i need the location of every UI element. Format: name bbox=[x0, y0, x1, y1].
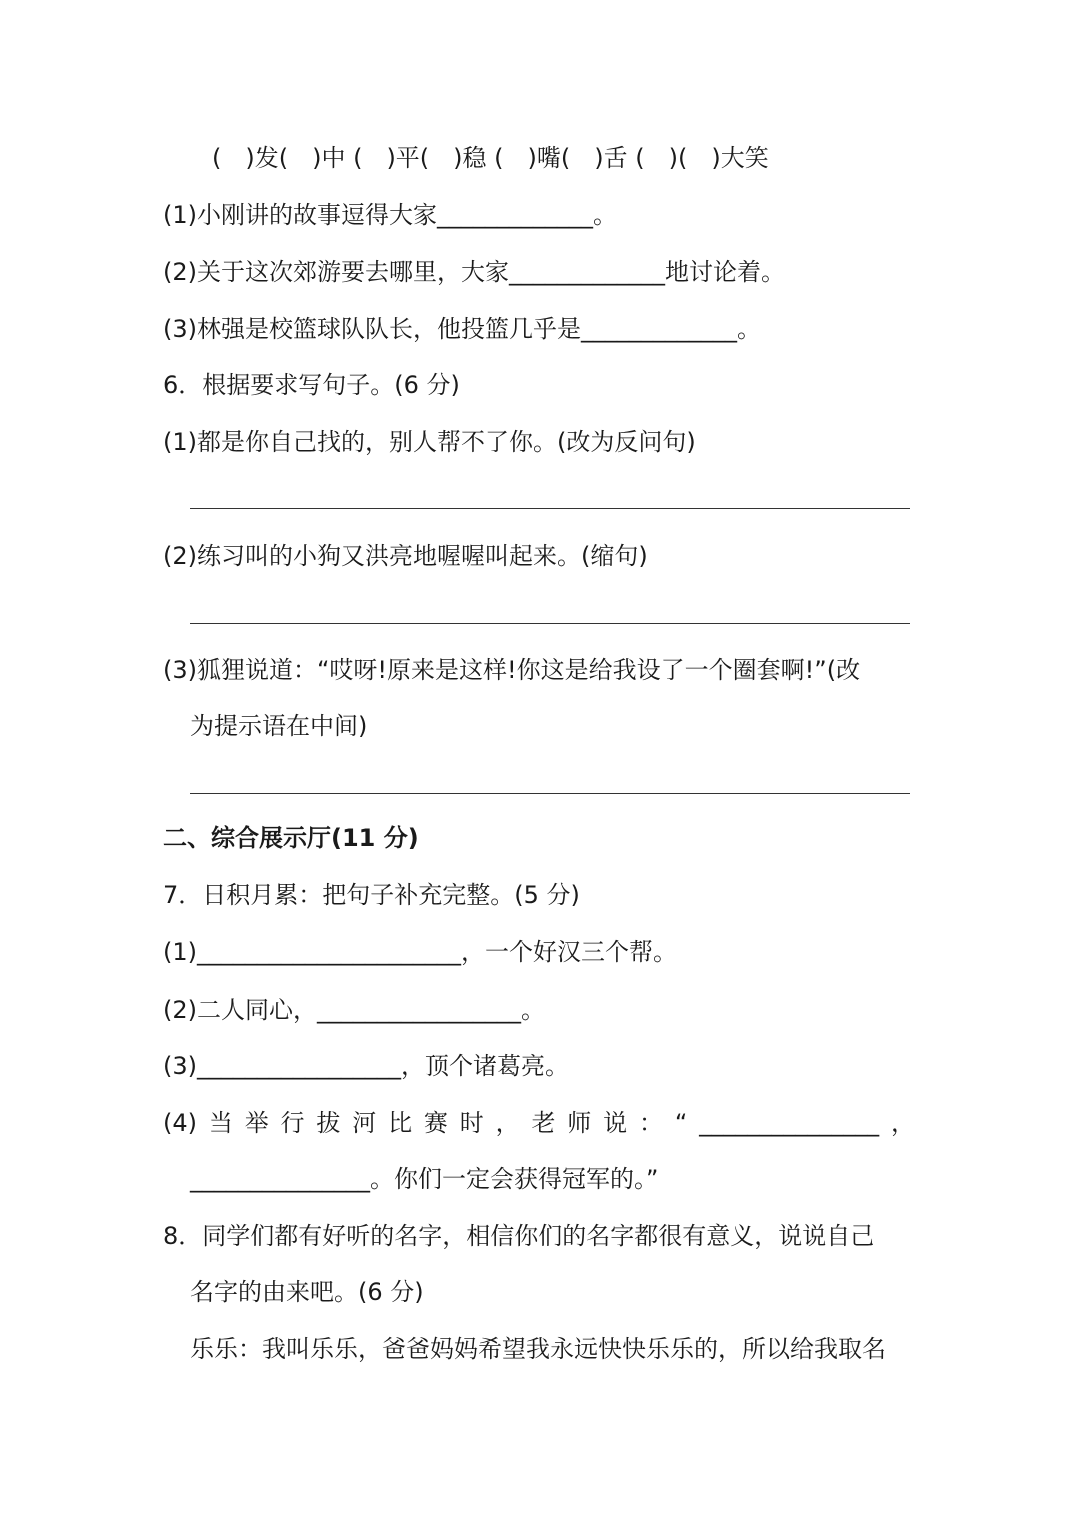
q7-item-4-token: 行 bbox=[280, 1109, 305, 1137]
q6-item-3-answer-line[interactable] bbox=[190, 793, 910, 794]
q5-item-2: (2)关于这次郊游要去哪里，大家_____________地讨论着。 bbox=[163, 258, 785, 286]
q7-item-4-token: ， bbox=[495, 1109, 520, 1137]
q7-item-4-token: 举 bbox=[244, 1109, 269, 1137]
q6-item-1-answer-line[interactable] bbox=[190, 508, 910, 509]
q7-item-4-token: 师 bbox=[567, 1109, 592, 1137]
q7-item-4-token: “ bbox=[674, 1109, 688, 1137]
q8-title-line-2: 名字的由来吧。(6 分) bbox=[190, 1278, 424, 1306]
q7-item-4-token: 说 bbox=[603, 1109, 628, 1137]
q7-item-1: (1)______________________，一个好汉三个帮。 bbox=[163, 938, 677, 966]
idiom-fill-row: ( )发( )中 ( )平( )稳 ( )嘴( )舌 ( )( )大笑 bbox=[212, 144, 769, 172]
q7-item-3: (3)_________________，顶个诸葛亮。 bbox=[163, 1052, 569, 1080]
q7-item-4-token: (4) bbox=[163, 1109, 197, 1137]
q7-item-4-token: 当 bbox=[208, 1109, 233, 1137]
q8-example-text: 乐乐：我叫乐乐，爸爸妈妈希望我永远快快乐乐的，所以给我取名 bbox=[190, 1335, 886, 1363]
q6-title: 6．根据要求写句子。(6 分) bbox=[163, 371, 460, 399]
section-title: 二、综合展示厅(11 分) bbox=[163, 824, 419, 852]
q7-item-4-token: 老 bbox=[531, 1109, 556, 1137]
q6-item-3-line-1: (3)狐狸说道：“哎呀!原来是这样!你这是给我设了一个圈套啊!”(改 bbox=[163, 656, 861, 684]
q7-item-4-line-1 bbox=[163, 1107, 915, 1139]
q7-item-4-blank: _______________ bbox=[699, 1109, 880, 1137]
q5-item-3: (3)林强是校篮球队队长，他投篮几乎是_____________。 bbox=[163, 315, 761, 343]
q7-item-4-token: 河 bbox=[352, 1109, 377, 1137]
q6-item-2-answer-line[interactable] bbox=[190, 623, 910, 624]
q7-item-4-token: ： bbox=[638, 1109, 663, 1137]
q7-item-4-token: 时 bbox=[459, 1109, 484, 1137]
q8-title-line-1: 8．同学们都有好听的名字，相信你们的名字都很有意义，说说自己 bbox=[163, 1222, 875, 1250]
q7-item-4-token: 赛 bbox=[423, 1109, 448, 1137]
q7-item-2: (2)二人同心，_________________。 bbox=[163, 996, 545, 1024]
q5-item-1: (1)小刚讲的故事逗得大家_____________。 bbox=[163, 201, 617, 229]
q7-item-4-token: 拔 bbox=[316, 1109, 341, 1137]
q7-title: 7．日积月累：把句子补充完整。(5 分) bbox=[163, 881, 580, 909]
q6-item-3-line-2: 为提示语在中间) bbox=[190, 712, 368, 740]
q6-item-1: (1)都是你自己找的，别人帮不了你。(改为反问句) bbox=[163, 428, 696, 456]
q7-item-4-token: ， bbox=[890, 1109, 915, 1137]
q7-item-4-token: 比 bbox=[388, 1109, 413, 1137]
q7-item-4-line-2: _______________。你们一定会获得冠军的。” bbox=[190, 1165, 659, 1193]
q6-item-2: (2)练习叫的小狗又洪亮地喔喔叫起来。(缩句) bbox=[163, 542, 648, 570]
